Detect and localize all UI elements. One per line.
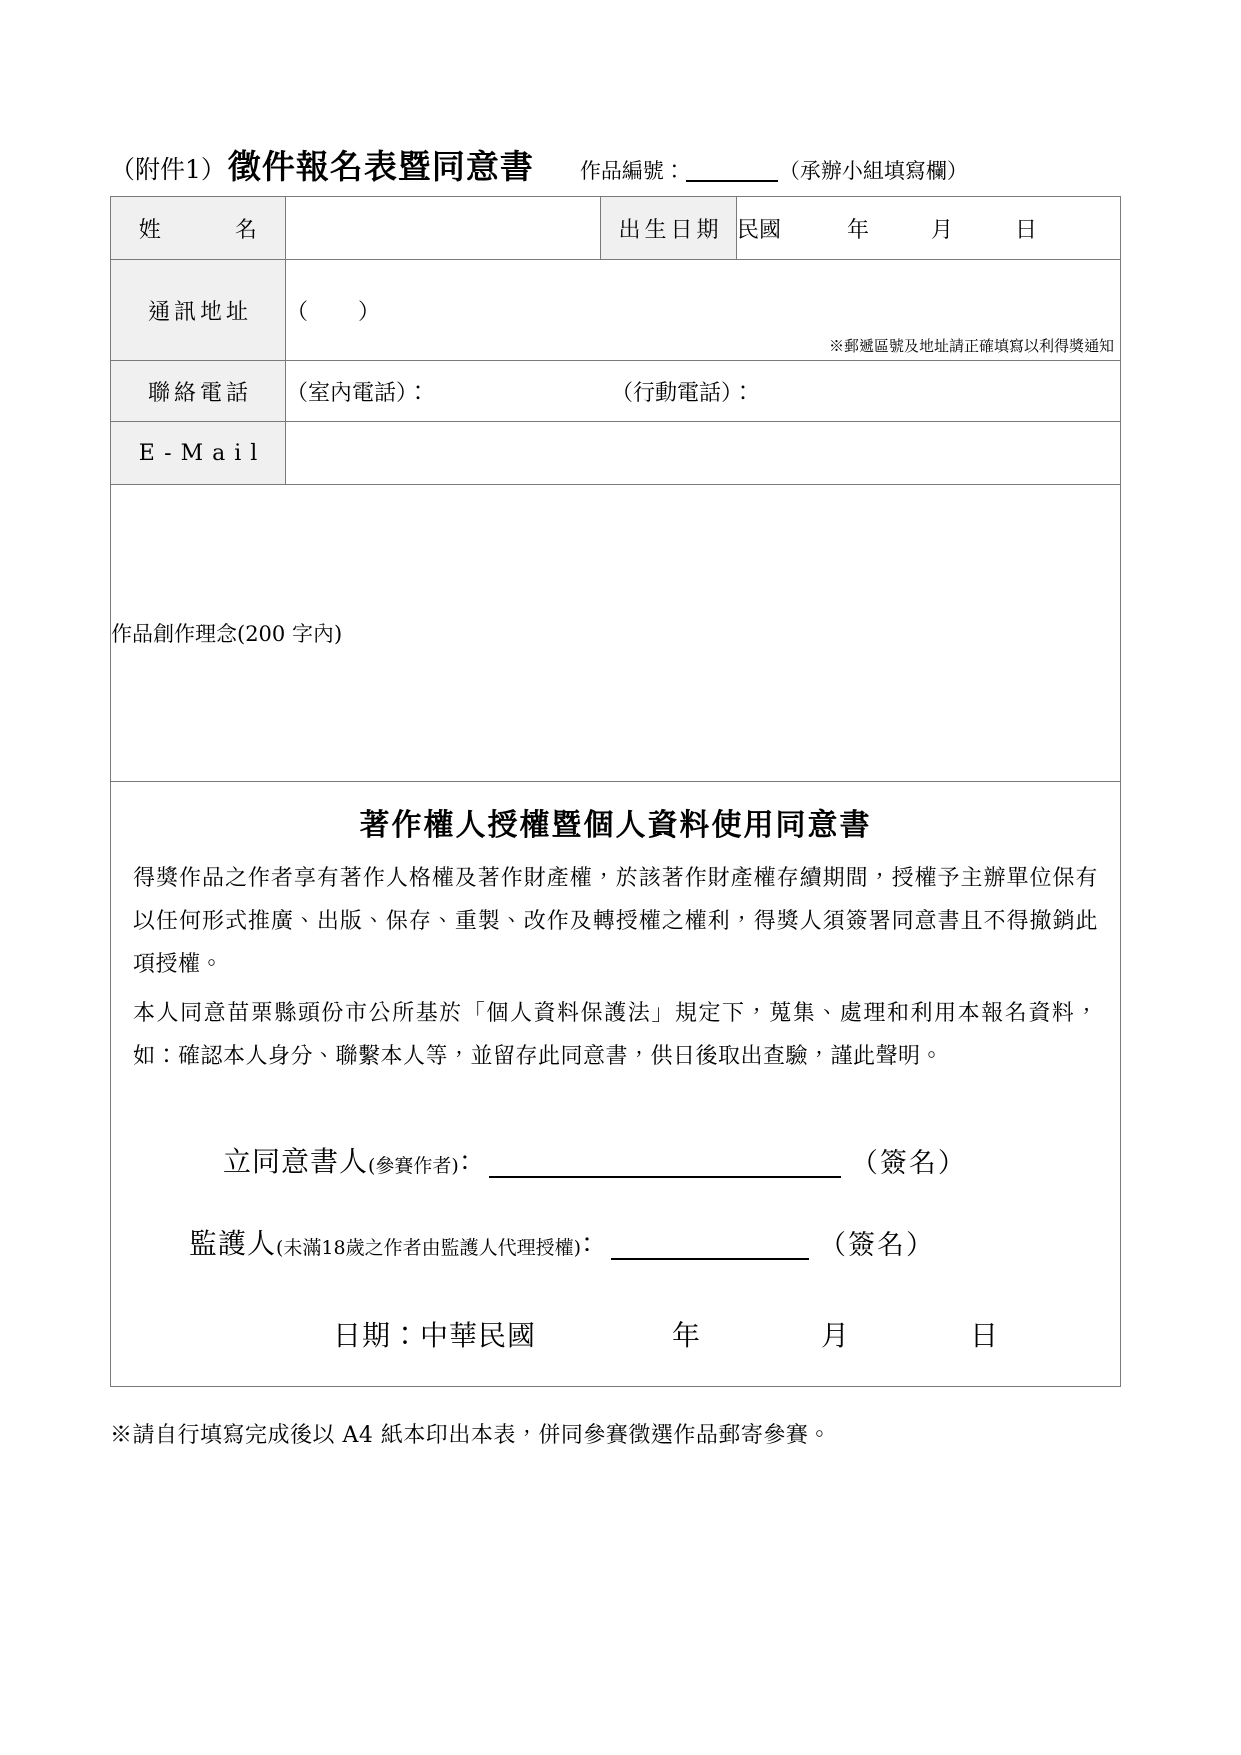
date-month-unit: 月 [821,1319,851,1353]
work-code-note: （承辦小組填寫欄） [778,159,968,183]
document-header [110,140,1120,188]
signer-sub-label: (參賽作者) [368,1155,459,1178]
work-code-label: 作品編號： [579,159,685,183]
consent-paragraph-1: 得獎作品之作者享有著作人格權及著作財產權，於該著作財產權存續期間，授權予主辦單位保有以任何形式推廣、出版、保存、重製、改作及轉授權之權利，得獎人須簽署同意書且不得撤銷此項授權。 [133,866,1098,977]
page-title: 徵件報名表暨同意書 [227,147,534,186]
guardian-sub-label: (未滿18歲之作者由監護人代理授權) [276,1237,582,1260]
address-input[interactable] [286,260,1121,361]
footer-note: ※請自行填寫完成後以 A4 紙本印出本表，併同參賽徵選作品郵寄參賽。 [110,1423,831,1448]
table-row-email [111,422,1121,485]
date-day-unit: 日 [970,1319,1000,1353]
birthdate-input[interactable] [737,197,1121,260]
consent-paragraph-2: 本人同意苗栗縣頭份市公所基於「個人資料保護法」規定下，蒐集、處理和利用本報名資料，如：確認本人身分、聯繫本人等，並留存此同意書，供日後取出查驗，謹此聲明。 [133,1000,1098,1069]
birthdate-label: 出生日期 [601,197,737,260]
signer-label: 立同意書人 [223,1145,369,1179]
home-phone-label: （室內電話）： [286,380,430,406]
date-year-unit: 年 [672,1319,702,1353]
signature-area [133,1084,1098,1368]
birthdate-month-unit: 月 [931,217,954,243]
email-input[interactable] [286,422,1121,485]
address-label: 通訊地址 [111,260,286,361]
name-label: 姓 名 [111,197,286,260]
phone-label: 聯絡電話 [111,361,286,422]
signer-colon: ： [458,1147,485,1178]
address-zip-paren: （ ） [286,299,383,325]
email-label: E-Mail [111,422,286,485]
address-note: ※郵遞區號及地址請正確填寫以利得獎通知 [828,337,1114,355]
table-row-concept [111,485,1121,782]
signer-signature-input[interactable] [489,1150,841,1178]
birthdate-day-unit: 日 [1015,217,1038,243]
signer-row [133,1140,1098,1180]
guardian-signature-input[interactable] [611,1232,809,1260]
birthdate-year-unit: 年 [847,217,870,243]
table-row-name [111,197,1121,260]
guardian-tail-label: （簽名） [819,1230,936,1262]
date-row[interactable] [133,1304,1098,1368]
work-code-field [580,155,968,188]
guardian-colon: ： [581,1229,608,1260]
work-code-input[interactable] [686,160,778,182]
guardian-row [133,1222,1098,1262]
concept-label: 作品創作理念(200 字內) [111,622,343,646]
name-input[interactable] [286,197,601,260]
birthdate-era: 民國 [737,217,782,243]
date-label: 日期：中華民國 [333,1319,537,1353]
consent-heading: 著作權人授權暨個人資料使用同意書 [359,808,872,843]
mobile-phone-label: （行動電話）： [611,380,755,406]
applicant-form-table [110,196,1121,1387]
table-row-phone [111,361,1121,422]
concept-input[interactable] [111,485,1121,782]
consent-section [111,782,1121,1387]
table-row-address [111,260,1121,361]
signer-tail-label: （簽名） [850,1148,967,1180]
attachment-label: （附件1） [110,155,226,184]
table-row-consent [111,782,1121,1387]
guardian-label: 監護人 [189,1227,277,1261]
phone-input[interactable] [286,361,1121,422]
